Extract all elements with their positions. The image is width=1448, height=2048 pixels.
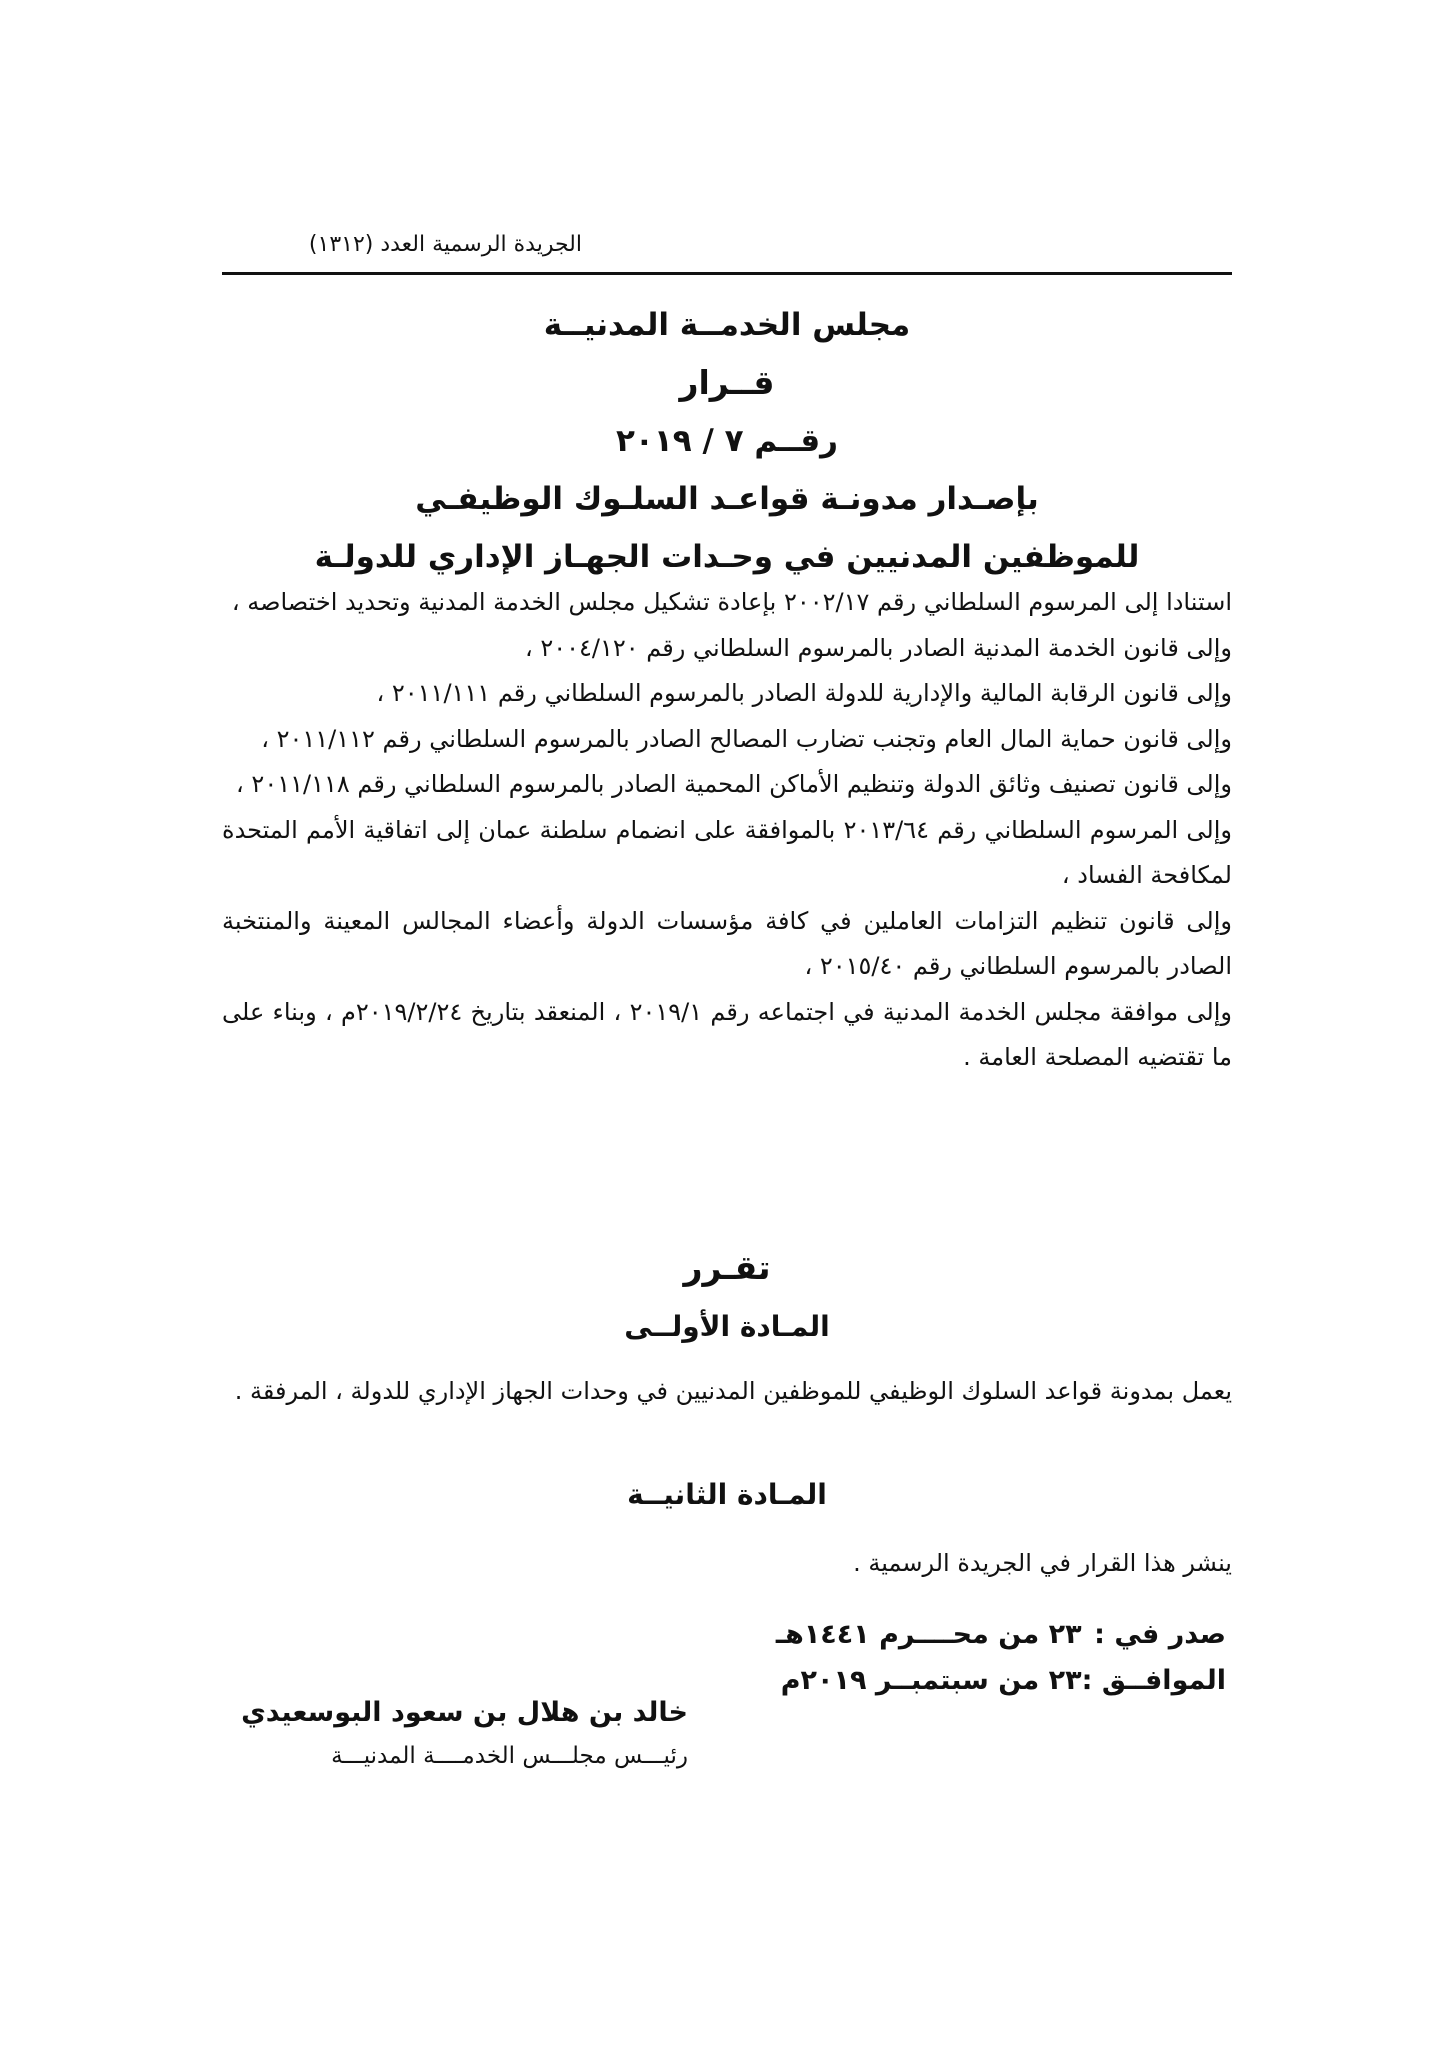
decides-heading: تقـرر [683,1248,771,1287]
decision-subject-line-1: بإصـدار مدونـة قواعـد السلـوك الوظيفـي [415,481,1039,517]
issued-gregorian-row [666,1658,1226,1704]
header-divider [222,272,1232,275]
council-name: مجلس الخدمــة المدنيــة [543,307,911,343]
preamble-clause: وإلى قانون حماية المال العام وتجنب تضارب المصالح الصادر بالمرسوم السلطاني رقم ٢٠١١/١١٢ ، [261,724,1232,753]
corresponding-label: الموافــق : [1081,1665,1226,1696]
decision-number: رقــم ٧ / ٢٠١٩ [616,423,838,459]
article-1-text: يعمل بمدونة قواعد السلوك الوظيفي للموظفين المدنيين في وحدات الجهاز الإداري للدولة ، المرفقة . [234,1377,1232,1405]
preamble [222,580,1232,1081]
issued-label: صدر في : [1094,1619,1226,1650]
issued-hijri-row [666,1612,1226,1658]
article-1-heading: المـادة الأولــى [624,1310,830,1343]
decision-title-block [222,296,1232,586]
preamble-clause: استنادا إلى المرسوم السلطاني رقم ٢٠٠٢/١٧ بإعادة تشكيل مجلس الخدمة المدنية وتحديد اختصاصه ، [231,588,1232,616]
preamble-clause: وإلى المرسوم السلطاني رقم ٢٠١٣/٦٤ بالموافقة على انضمام سلطنة عمان إلى اتفاقية الأمم المتحدة لمكافحة الفساد ، [222,815,1233,889]
issued-gregorian-date: ٢٣ من سبتمبــر ٢٠١٩م [780,1665,1082,1696]
preamble-clause: وإلى قانون الخدمة المدنية الصادر بالمرسوم السلطاني رقم ٢٠٠٤/١٢٠ ، [524,633,1232,662]
preamble-clause: وإلى قانون تصنيف وثائق الدولة وتنظيم الأماكن المحمية الصادر بالمرسوم السلطاني رقم ٢٠١١/١١٨ ، [236,770,1232,798]
decision-label: قــرار [679,363,775,402]
signer-name: خالد بن هلال بن سعود البوسعيدي [241,1697,688,1728]
preamble-clause: وإلى قانون الرقابة المالية والإدارية للدولة الصادر بالمرسوم السلطاني رقم ٢٠١١/١١١ ، [376,679,1232,707]
preamble-clause: وإلى قانون تنظيم التزامات العاملين في كافة مؤسسات الدولة وأعضاء المجالس المعينة والمنتخبة الصادر بالمرسوم السلطاني رقم ٢٠١٥/٤٠ ، [222,906,1232,980]
issued-hijri-date: ٢٣ من محــــرم ١٤٤١هـ [775,1619,1082,1650]
signer-title: رئيـــس مجلـــس الخدمــــة المدنيـــة [331,1743,688,1769]
preamble-clause: وإلى موافقة مجلس الخدمة المدنية في اجتماعه رقم ٢٠١٩/١ ، المنعقد بتاريخ ٢٠١٩/٢/٢٤م ، وبناء على ما تقتضيه المصلحة العامة . [222,997,1232,1071]
decision-subject-line-2: للموظفين المدنيين في وحـدات الجهـاز الإداري للدولـة [314,539,1140,575]
gazette-issue-header: الجريدة الرسمية العدد (١٣١٢) [308,232,582,257]
article-2-heading: المـادة الثانيــة [627,1478,827,1511]
issue-dates [666,1612,1226,1704]
article-2-text: ينشر هذا القرار في الجريدة الرسمية . [853,1549,1232,1577]
signature-block [218,1690,688,1776]
